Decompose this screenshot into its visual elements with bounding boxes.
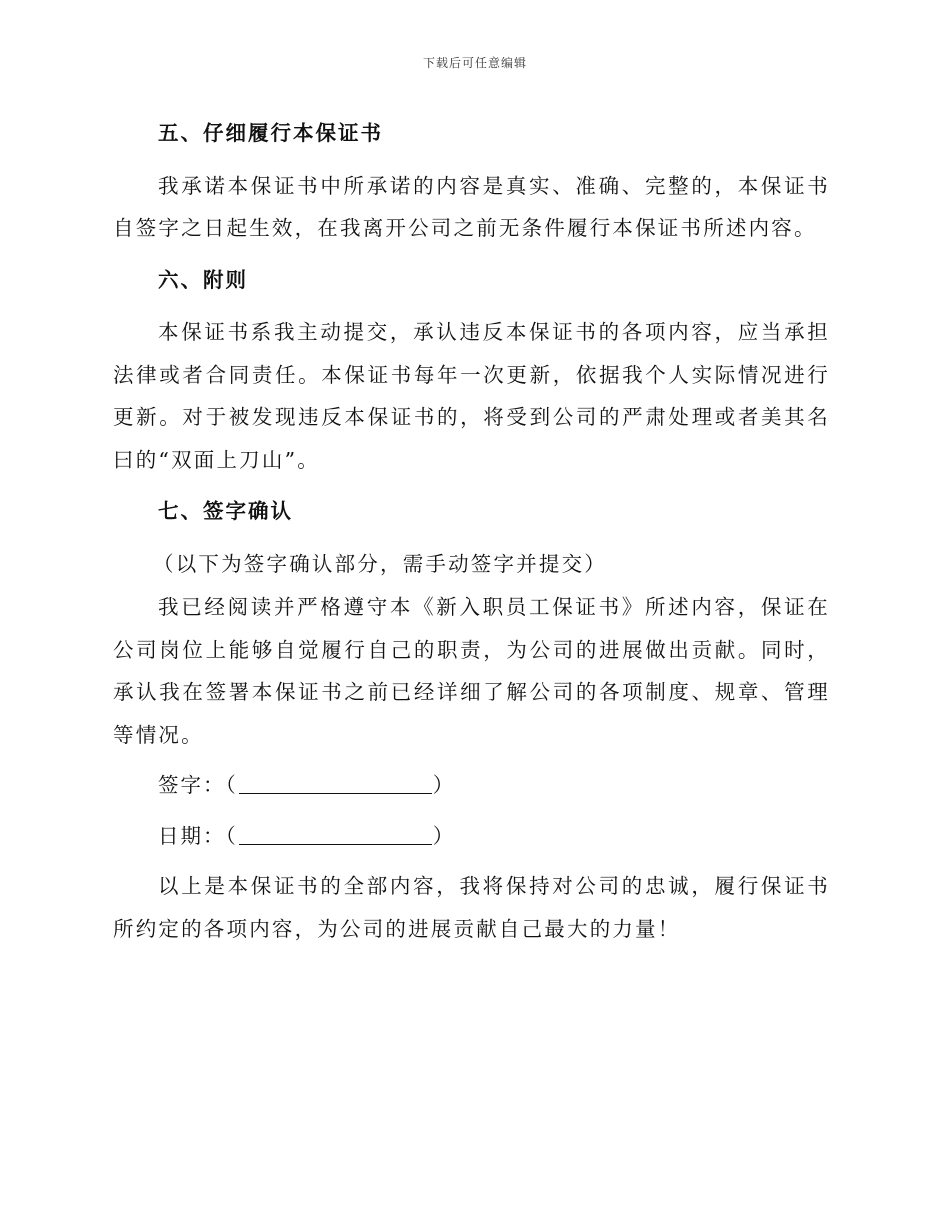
signature-instruction-note: （以下为签字确认部分，需手动签字并提交） <box>153 551 607 576</box>
page-header-note: 下载后可任意编辑 <box>422 56 527 70</box>
signature-label: 签字： <box>158 773 226 797</box>
date-close-paren: ） <box>432 823 456 848</box>
signature-open-paren: （ <box>225 773 238 797</box>
date-blank-field[interactable] <box>239 824 432 845</box>
signature-close-paren: ） <box>432 773 456 797</box>
section-five-body: 我承诺本保证书中所承诺的内容是真实、准确、完整的，本保证书自签字之日起生效，在我离开公司之前无条件履行本保证书所述内容。 <box>113 173 830 240</box>
section-seven-body: 我已经阅读并严格遵守本《新入职员工保证书》所述内容，保证在公司岗位上能够自觉履行自己的职责，为公司的进展做出贡献。同时，承认我在签署本保证书之前已经详细了解公司的各项制度、规章、管理等情况。 <box>113 595 830 747</box>
section-six-body: 本保证书系我主动提交，承认违反本保证书的各项内容，应当承担法律或者合同责任。本保证书每年一次更新，依据我个人实际情况进行更新。对于被发现违反本保证书的，将受到公司的严肃处理或者美其名曰的“双面上刀山”。 <box>113 320 830 472</box>
section-seven-title: 七、签字确认 <box>158 499 293 523</box>
date-line <box>113 815 830 858</box>
signature-line <box>113 764 830 807</box>
section-six-title: 六、附则 <box>158 267 248 292</box>
date-open-paren: （ <box>225 823 238 848</box>
signature-blank-field[interactable] <box>239 773 432 794</box>
document-body <box>113 112 830 950</box>
date-label: 日期： <box>158 823 226 848</box>
section-five-title: 五、仔细履行本保证书 <box>158 121 383 145</box>
closing-statement: 以上是本保证书的全部内容，我将保持对公司的忠诚，履行保证书所约定的各项内容，为公司的进展贡献自己最大的力量！ <box>113 874 830 941</box>
